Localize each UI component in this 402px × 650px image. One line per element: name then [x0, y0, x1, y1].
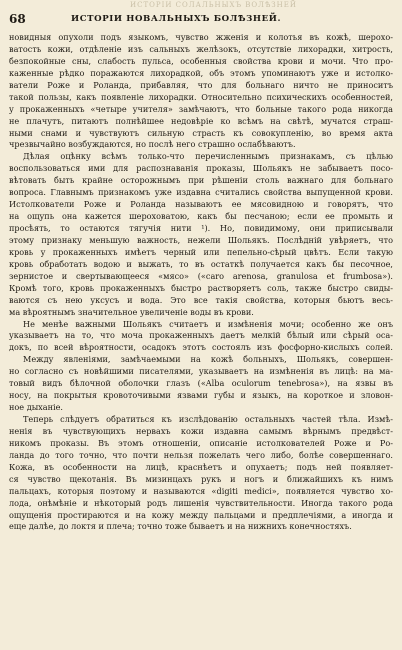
text-line: новидныя опухоли подъ языкомъ, чувство жженія и колотья въ кожѣ, шерохо-	[9, 32, 393, 42]
text-line: носу, на покрытыя кровоточивыми язвами губы и языкъ, на короткое и зловон-	[9, 390, 393, 401]
text-line: чрезвычайно возбуждаются, но послѣ него страшно ослабѣваютъ.	[9, 139, 296, 150]
text-line: не плачутъ, питаютъ полнѣйшее недовѣріе ко всѣмъ на свѣтѣ, мучатся страш-	[9, 115, 393, 126]
text-line: воспользоваться ими для распознаванія проказы, Шольякъ не забываетъ посо-	[9, 163, 393, 174]
text-line: указываетъ на то, что моча прокаженныхъ даетъ мелкій бѣлый или сѣрый оса-	[9, 330, 393, 341]
text-line: ся чувство щекотанія. Въ мизинцахъ рукъ и ногъ и ближайшихъ къ нимъ	[9, 473, 393, 484]
text-line: такой пользы, какъ появленіе лихорадки. Относительно психическихъ особенностей,	[9, 91, 393, 102]
text-line: зернистое и свертывающееся «мясо» («caro arenosa, granulosa et frumbosa»).	[9, 270, 393, 281]
text-line: кровь у прокаженныхъ имѣетъ черный или пепельно-сѣрый цвѣтъ. Если такую	[9, 246, 393, 257]
page-header	[9, 12, 390, 26]
text-line: каженные рѣдко поражаются лихорадкой, объ этомъ упоминаютъ уже и истолко-	[9, 67, 393, 78]
text-line: Кромѣ того, кровь прокаженныхъ быстро растворяетъ соль, также быстро свиды-	[9, 282, 393, 293]
text-line: ватость кожи, отдѣленіе изъ сальныхъ желѣзокъ, отсутствіе лихорадки, хитрость,	[9, 43, 393, 54]
running-head: ИСТОРІИ НОВАЛЬНЫХЪ БОЛѢЗНЕЙ.	[71, 14, 282, 24]
text-line: ными снами и чувствуютъ сильную страсть къ совокупленію, во время акта	[9, 127, 393, 138]
text-line: ваются съ нею уксусъ и вода. Это все такія свойства, которыя бьютъ весь-	[9, 294, 393, 305]
text-line: вопроса. Главнымъ признакомъ уже издавна считались свойства выпущенной крови.	[9, 187, 393, 198]
text-line: ма вѣроятнымъ значительное увеличеніе воды въ крови.	[9, 306, 254, 317]
text-line: докъ, по всей вѣроятности, осадокъ этотъ состоялъ изъ фосфорно-кислыхъ солей.	[9, 342, 393, 353]
page-number: 68	[9, 12, 26, 26]
text-line: ное дыханіе.	[9, 402, 63, 413]
text-line: лода, онѣмѣніе и нѣкоторый родъ лишенія чувствительности. Иногда такого рода	[9, 497, 393, 508]
text-line: просѣять, то остаются тягучія нити ¹). Но, повидимому, они приписывали	[9, 223, 393, 233]
text-line: этому признаку меньшую важность, нежели Шольякъ. Послѣдній увѣряетъ, что	[9, 234, 393, 245]
bleed-through-text: ИСТОРІИ СОЛАЛЬНЫХЪ ВОЛѢЗНЕЙ	[130, 1, 297, 9]
text-line: но согласно съ новѣйшими писателями, указываетъ на измѣненія въ лицѣ: на ма-	[9, 366, 393, 377]
text-line: ватели Роже и Роланда, прибавляя, что для больнаго ничто не приноситъ	[9, 79, 393, 90]
text-line: Дѣлая оцѣнку всѣмъ только-что перечисленнымъ признакамъ, съ цѣлью	[23, 151, 393, 162]
text-line: Не менѣе важными Шольякъ считаетъ и измѣненія мочи; особенно же онъ	[23, 318, 393, 329]
text-line: ланда до того точно, что почти нельзя пожелать чего либо, болѣе совершеннаго.	[9, 449, 393, 460]
text-line: кровь обработать водою и выжать, то въ остаткѣ получается какъ бы песочное,	[9, 258, 393, 269]
text-line: вѣтовать быть крайне осторожнымъ при рѣшеніи столь важнаго для больнаго	[9, 175, 393, 186]
text-line: Кожа, въ особенности на лицѣ, краснѣетъ и опухаетъ; подъ ней появляет-	[9, 461, 393, 472]
text-line: на ощупь она кажется шероховатою, какъ бы песчаною; если ее промыть и	[9, 211, 393, 222]
text-line: никомъ проказы. Въ этомъ отношеніи, описаніе истолкователей Роже и Ро-	[9, 437, 393, 448]
body-text	[9, 32, 393, 533]
text-line: еще далѣе, до локтя и плеча; точно тоже бываетъ и на нижнихъ конечностяхъ.	[9, 521, 352, 532]
text-line: пальцахъ, которыя поэтому и называются «digiti medici», появляется чувство хо-	[9, 485, 393, 496]
text-line: Между явленіями, замѣчаемыми на кожѣ больныхъ, Шольякъ, совершен-	[23, 354, 393, 365]
text-line: Истолкователи Роже и Роланда называютъ ее мясовидною и говорятъ, что	[9, 199, 393, 210]
text-line: Теперь слѣдуетъ обратиться къ изслѣдованію остальныхъ частей тѣла. Измѣ-	[23, 414, 393, 424]
text-line: ненія въ чувствующихъ нервахъ кожи издавна самымъ вѣрнымъ предвѣст-	[9, 425, 393, 436]
text-line: ощущенія простираются и на кожу между пальцами и предплечіями, а иногда и	[9, 509, 393, 520]
text-line: товый видъ бѣлочной оболочки глазъ («Alba oculorum tenebrosa»), на язвы въ	[9, 378, 393, 389]
text-line: у прокаженныхъ «четыре учителя» замѣчаютъ, что больные такого рода никогда	[9, 103, 393, 114]
text-line: безпокойные сны, слабость пульса, особенныя свойства крови и мочи. Что про-	[9, 55, 393, 66]
